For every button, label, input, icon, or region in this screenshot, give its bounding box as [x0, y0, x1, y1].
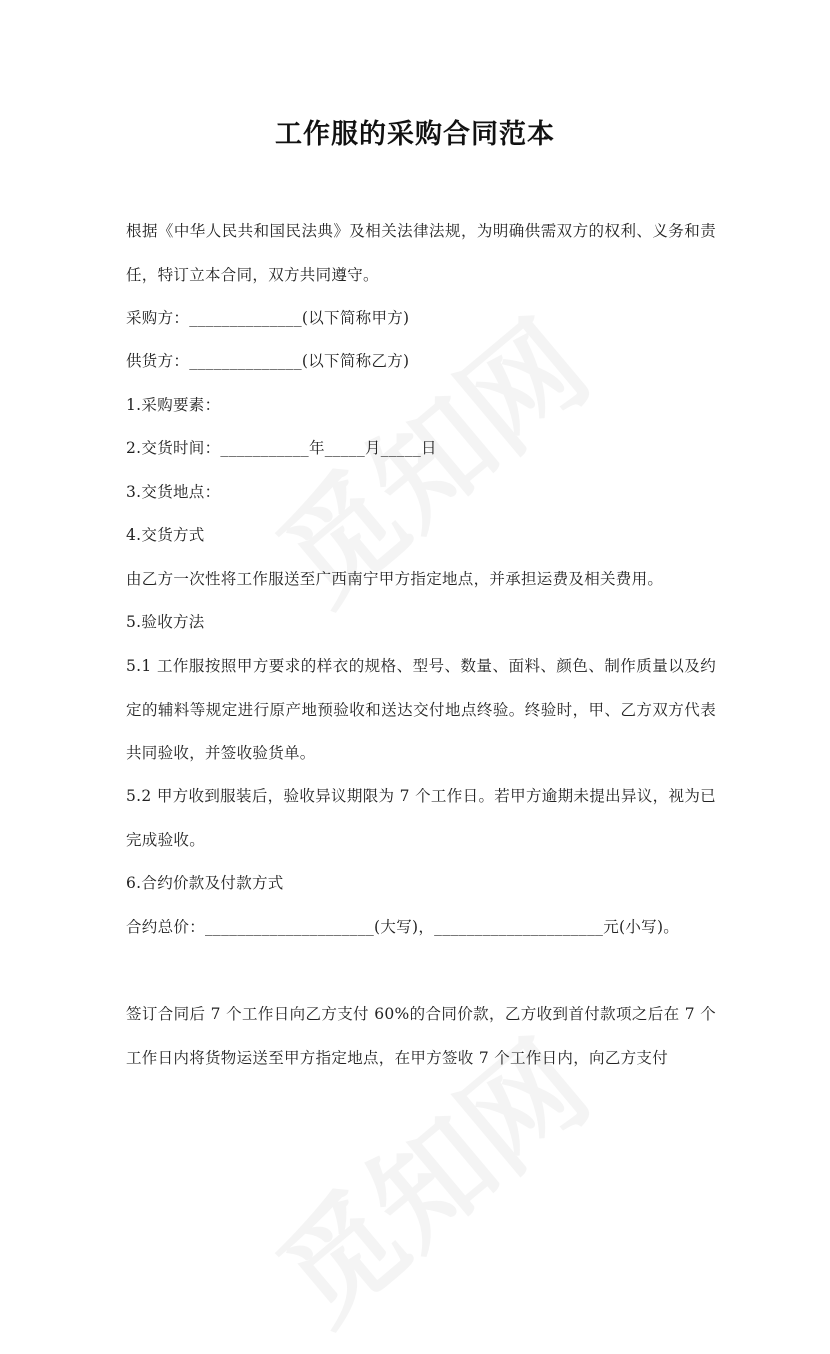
- supplier-line: 供货方：______________(以下简称乙方): [126, 352, 410, 370]
- section-heading: 5.验收方法: [126, 613, 205, 631]
- delivery-method-paragraph: 由乙方一次性将工作服送至广西南宁甲方指定地点，并承担运费及相关费用。: [126, 570, 664, 588]
- section-heading: 1.采购要素：: [126, 396, 221, 414]
- section-heading: 3.交货地点：: [126, 483, 221, 501]
- document-title: 工作服的采购合同范本: [275, 119, 555, 150]
- section-heading: 4.交货方式: [126, 526, 205, 544]
- delivery-time-line: 2.交货时间：___________年_____月_____日: [126, 439, 437, 457]
- payment-terms-paragraph: 签订合同后 7 个工作日向乙方支付 60%的合同价款，乙方收到首付款项之后在 7 个工作日内将货物运送至甲方指定地点，在甲方签收 7 个工作日内，向乙方支付: [126, 1005, 716, 1067]
- clause-5-2: 5.2 甲方收到服装后，验收异议期限为 7 个工作日。若甲方逾期未提出异议，视为已完成验收。: [126, 787, 716, 849]
- intro-paragraph: 根据《中华人民共和国民法典》及相关法律法规，为明确供需双方的权利、义务和责任，特订立本合同，双方共同遵守。: [126, 222, 716, 284]
- section-heading: 6.合约价款及付款方式: [126, 874, 284, 892]
- purchaser-line: 采购方：______________(以下简称甲方): [126, 309, 410, 327]
- clause-5-1: 5.1 工作服按照甲方要求的样衣的规格、型号、数量、面料、颜色、制作质量以及约定的辅料等规定进行原产地预验收和送达交付地点终验。终验时，甲、乙方双方代表共同验收，并签收验货单。: [126, 657, 716, 762]
- contract-total-line: 合约总价：_____________________(大写)，_____________________元(小写)。: [126, 918, 680, 936]
